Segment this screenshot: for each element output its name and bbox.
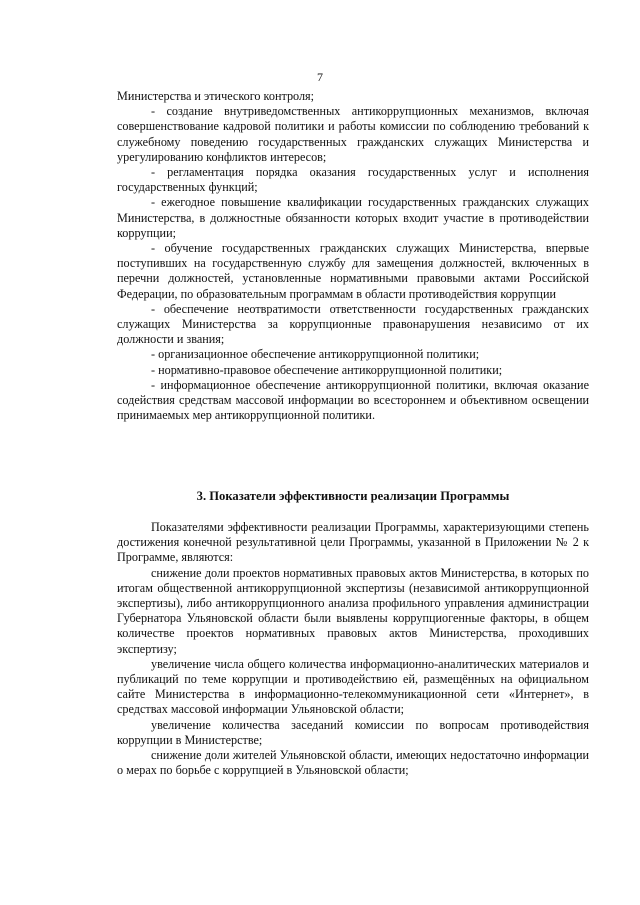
page-number: 7 bbox=[317, 70, 323, 84]
paragraph: - обеспечение неотвратимости ответственности государственных гражданских служащих Министерства за коррупционные правонарушения независимо от их должности и звания; bbox=[117, 301, 589, 347]
section-heading: 3. Показатели эффективности реализации Программы bbox=[196, 489, 510, 503]
paragraph: увеличение количества заседаний комиссии по вопросам противодействия коррупции в Министерстве; bbox=[117, 717, 589, 747]
paragraph: снижение доли проектов нормативных правовых актов Министерства, в которых по итогам общественной антикоррупционной экспертизы (независимой антикоррупционной экспертизы), либо антикоррупционного анализа профильного управления администрации Губернатора Ульяновской области были выявлены коррупциогенные факторы, в общем количестве проектов нормативных правовых актов Министерства, проходивших экспертизу; bbox=[117, 565, 589, 656]
paragraph: - ежегодное повышение квалификации государственных гражданских служащих Министерства, в должностные обязанности которых входит участие в противодействии коррупции; bbox=[117, 195, 589, 240]
text-block-indicators bbox=[117, 520, 589, 778]
paragraph: Министерства и этического контроля; bbox=[117, 89, 315, 103]
paragraph: - информационное обеспечение антикоррупционной политики, включая оказание содействия средствам массовой информации во всестороннем и объективном освещении принимаемых мер антикоррупционной политики. bbox=[117, 377, 589, 423]
paragraph: - нормативно-правовое обеспечение антикоррупционной политики; bbox=[151, 362, 503, 377]
paragraph: снижение доли жителей Ульяновской области, имеющих недостаточно информации о мерах по борьбе с коррупцией в Ульяновской области; bbox=[117, 748, 589, 778]
paragraph: - создание внутриведомственных антикоррупционных механизмов, включая совершенствование кадровой политики и работы комиссии по соблюдению требований к служебному поведению государственных гражданских служащих Министерства и урегулированию конфликтов интересов; bbox=[117, 104, 589, 164]
text-block-measures bbox=[117, 89, 589, 423]
paragraph: увеличение числа общего количества информационно-аналитических материалов и публикаций по теме коррупции и противодействию ей, размещённых на официальном сайте Министерства в информационно-телекоммуникационной сети «Интернет», в средствах массовой информации Ульяновской области; bbox=[117, 656, 589, 717]
paragraph: - регламентация порядка оказания государственных услуг и исполнения государственных функций; bbox=[117, 165, 589, 195]
paragraph: - организационное обеспечение антикоррупционной политики; bbox=[151, 347, 480, 362]
paragraph: - обучение государственных гражданских служащих Министерства, впервые поступивших на государственную службу для замещения должностей, включенных в перечни должностей, установленные нормативными правовыми актами Российской Федерации, по образовательным программам в области противодействия коррупции bbox=[117, 241, 589, 301]
paragraph: Показателями эффективности реализации Программы, характеризующими степень достижения конечной результативной цели Программы, указанной в Приложении № 2 к Программе, являются: bbox=[117, 520, 589, 565]
